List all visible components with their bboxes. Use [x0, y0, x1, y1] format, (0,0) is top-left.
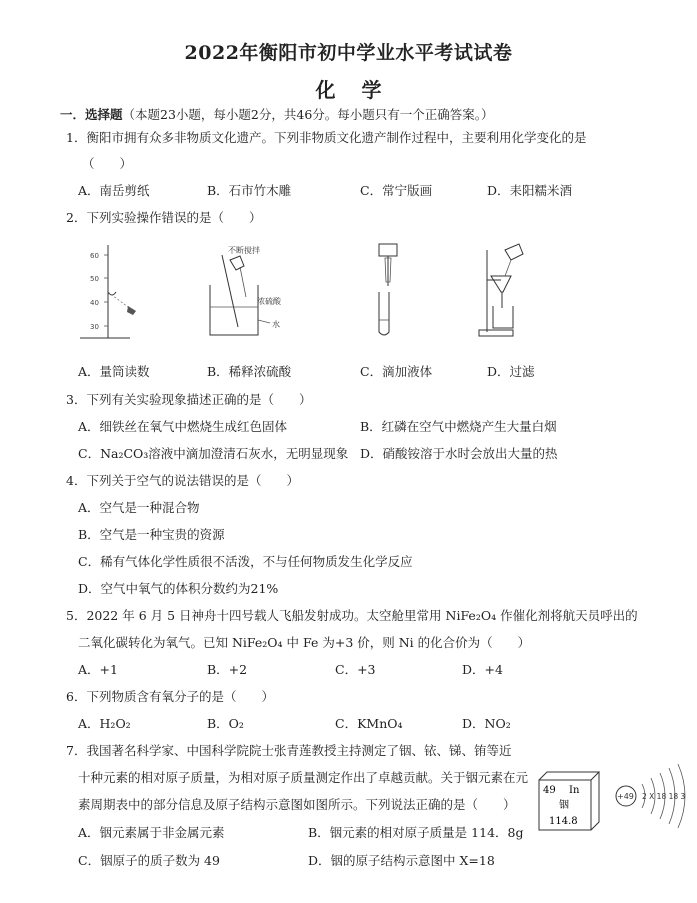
q7-line1: 7．我国著名科学家、中国科学院院士张青莲教授主持测定了铟、铱、锑、铕等近: [66, 743, 512, 758]
figure-graduated-cylinder: [70, 240, 160, 340]
atom-structure-diagram: [612, 760, 694, 832]
element-number: 49: [543, 785, 556, 796]
q3-option-b: B．红磷在空气中燃烧产生大量白烟: [360, 419, 557, 434]
q3-option-d: D．硝酸铵溶于水时会放出大量的热: [360, 446, 558, 461]
tick-50: 50: [90, 275, 99, 283]
q2-option-d: D．过滤: [487, 364, 535, 379]
q4-option-c: C．稀有气体化学性质很不活泼，不与任何物质发生化学反应: [78, 554, 413, 569]
exam-title: 2022年衡阳市初中学业水平考试试卷: [184, 42, 513, 64]
q5-option-a: A．+1: [78, 662, 118, 677]
q6-option-d: D．NO₂: [462, 716, 511, 731]
element-mass: 114.8: [549, 816, 578, 827]
figure-dilute-acid: [200, 245, 310, 340]
q6-option-b: B．O₂: [207, 716, 244, 731]
q2-option-c: C．滴加液体: [360, 364, 433, 379]
q5-line1: 5．2022 年 6 月 5 日神舟十四号载人飞船发射成功。太空舱里常用 NiFe₂O₄ 作催化剂将航天员呼出的: [66, 608, 638, 623]
q3-option-a: A．细铁丝在氧气中燃烧生成红色固体: [78, 419, 288, 434]
element-name: 铟: [559, 800, 569, 811]
q2-option-a: A．量筒读数: [78, 364, 150, 379]
q6-option-c: C．KMnO₄: [335, 716, 403, 731]
q1-paren: （ ）: [82, 156, 133, 171]
q7-option-c: C．铟原子的质子数为 49: [78, 853, 220, 868]
q2-stem: 2．下列实验操作错误的是（ ）: [66, 210, 262, 225]
q5-line2: 二氧化碳转化为氧气。已知 NiFe₂O₄ 中 Fe 为+3 价，则 Ni 的化合价为（ ）: [78, 635, 531, 650]
q7-line2: 十种元素的相对原子质量，为相对原子质量测定作出了卓越贡献。关于铟元素在元: [78, 770, 529, 785]
section-heading: [60, 105, 494, 123]
atom-nucleus-charge: +49: [617, 792, 634, 801]
q6-stem: 6．下列物质含有氧分子的是（ ）: [66, 689, 274, 704]
element-cell-indium: [533, 768, 603, 834]
label-stir: 不断搅拌: [228, 246, 260, 255]
q7-option-b: B．铟元素的相对原子质量是 114．8g: [308, 825, 524, 840]
q5-option-b: B．+2: [207, 662, 248, 677]
q4-option-d: D．空气中氧气的体积分数约为21%: [78, 581, 279, 596]
subject-title: 化学: [315, 78, 408, 102]
q1-option-b: B．石市竹木雕: [207, 183, 292, 198]
q1-option-d: D．耒阳糯米酒: [487, 183, 573, 198]
eye-icon: [127, 306, 136, 315]
figure-dropper: [365, 240, 415, 340]
q1-stem: 1．衡阳市拥有众多非物质文化遗产。下列非物质文化遗产制作过程中，主要利用化学变化的是: [66, 130, 587, 145]
label-water: 水: [272, 320, 280, 329]
q4-stem: 4．下列关于空气的说法错误的是（ ）: [66, 473, 299, 488]
q7-option-d: D．铟的原子结构示意图中 X=18: [308, 853, 495, 868]
tick-30: 30: [90, 323, 99, 331]
atom-shell-electrons: 2 X 18 18 3: [642, 792, 686, 801]
section-note: （本题23小题，每小题2分，共46分。每小题只有一个正确答案。）: [122, 107, 494, 122]
q2-option-b: B．稀释浓硫酸: [207, 364, 292, 379]
q3-stem: 3．下列有关实验现象描述正确的是（ ）: [66, 392, 312, 407]
q3-option-c: C．Na₂CO₃溶液中滴加澄清石灰水，无明显现象: [78, 446, 349, 461]
q6-option-a: A．H₂O₂: [78, 716, 131, 731]
label-conc-acid: 浓硫酸: [257, 297, 281, 306]
element-symbol: In: [569, 785, 580, 796]
q1-option-c: C．常宁版画: [360, 183, 433, 198]
figure-filtration: [475, 240, 535, 340]
section-label: 一．选择题: [60, 107, 123, 122]
tick-60: 60: [90, 252, 99, 260]
q4-option-b: B．空气是一种宝贵的资源: [78, 527, 225, 542]
q5-option-d: D．+4: [462, 662, 503, 677]
q7-line3: 素周期表中的部分信息及原子结构示意图如图所示。下列说法正确的是（ ）: [78, 797, 516, 812]
tick-40: 40: [90, 299, 99, 307]
q1-option-a: A．南岳剪纸: [78, 183, 150, 198]
q7-option-a: A．铟元素属于非金属元素: [78, 825, 225, 840]
q5-option-c: C．+3: [335, 662, 376, 677]
q4-option-a: A．空气是一种混合物: [78, 500, 200, 515]
